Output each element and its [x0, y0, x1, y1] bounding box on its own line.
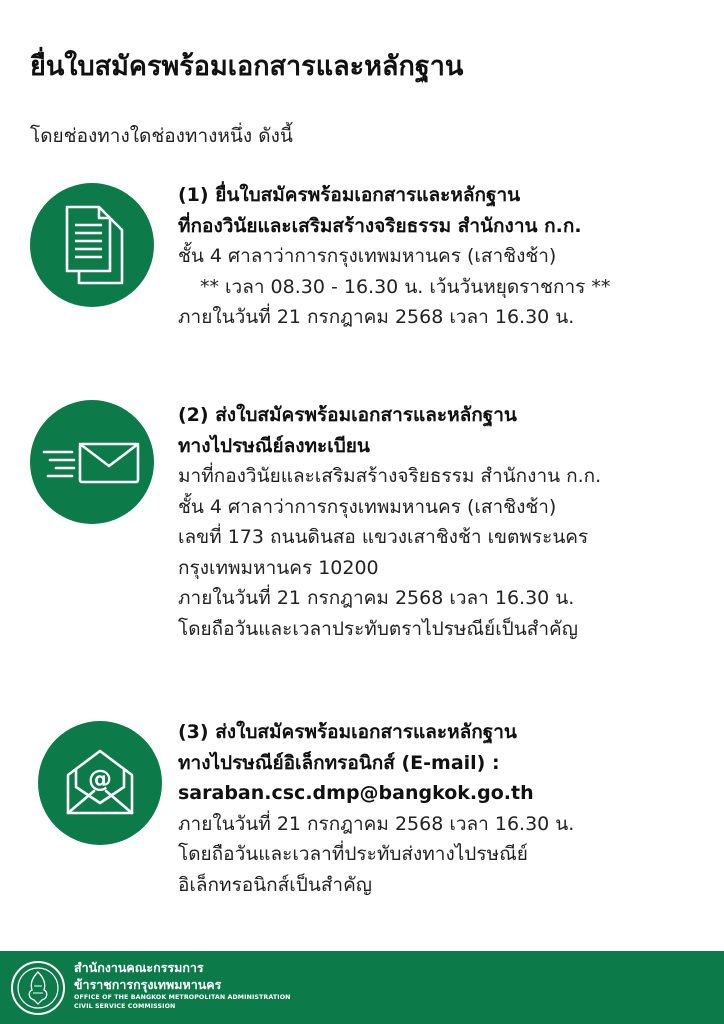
section-heading: ทางไปรษณีย์ลงทะเบียน — [178, 434, 370, 457]
section-heading: (1) ยื่นใบสมัครพร้อมเอกสารและหลักฐาน — [178, 184, 521, 206]
bma-seal-logo — [10, 960, 66, 1016]
footer-org-en-1: OFFICE OF THE BANGKOK METROPOLITAN ADMINISTRATION — [74, 994, 291, 1001]
section-line: โดยถือวันและเวลาประทับตราไปรษณีย์เป็นสำคัญ — [178, 617, 578, 640]
svg-text:@: @ — [88, 765, 112, 793]
section-postal-text — [178, 400, 718, 644]
email-address-link[interactable]: saraban.csc.dmp@bangkok.go.th — [178, 782, 534, 804]
section-line: เลขที่ 173 ถนนดินสอ แขวงเสาชิงช้า เขตพระนคร — [178, 526, 589, 548]
section-line: อิเล็กทรอนิกส์เป็นสำคัญ — [178, 873, 372, 896]
section-line: ชั้น 4 ศาลาว่าการกรุงเทพมหานคร (เสาชิงช้า) — [178, 245, 557, 267]
envelope-icon — [30, 400, 154, 524]
section-heading: (3) ส่งใบสมัครพร้อมเอกสารและหลักฐาน — [178, 721, 517, 743]
section-heading: (2) ส่งใบสมัครพร้อมเอกสารและหลักฐาน — [178, 404, 517, 426]
document-icon — [30, 183, 154, 307]
section-line: ภายในวันที่ 21 กรกฎาคม 2568 เวลา 16.30 น. — [178, 306, 575, 328]
section-line: กรุงเทพมหานคร 10200 — [178, 556, 379, 579]
footer-org-th-2: ข้าราชการกรุงเทพมหานคร — [74, 977, 222, 992]
page-title: ยื่นใบสมัครพร้อมเอกสารและหลักฐาน — [30, 51, 464, 82]
footer-org-th-1: สำนักงานคณะกรรมการ — [74, 960, 204, 975]
email-at-icon — [38, 721, 162, 845]
section-line: โดยถือวันและเวลาที่ประทับส่งทางไปรษณีย์ — [178, 843, 528, 865]
footer-org-name — [74, 959, 291, 1011]
footer-org-en-2: CIVIL SERVICE COMMISSION — [74, 1003, 176, 1010]
section-heading: ทางไปรษณีย์อิเล็กทรอนิกส์ (E-mail) : — [178, 751, 500, 774]
section-email-text — [178, 717, 718, 900]
section-line: ชั้น 4 ศาลาว่าการกรุงเทพมหานคร (เสาชิงช้า) — [178, 495, 557, 518]
section-walk-in-text — [178, 180, 718, 333]
section-line: ** เวลา 08.30 - 16.30 น. เว้นวันหยุดราชการ ** — [200, 275, 611, 298]
section-line: มาที่กองวินัยและเสริมสร้างจริยธรรม สำนักงาน ก.ก. — [178, 465, 602, 487]
page-subtitle: โดยช่องทางใดช่องทางหนึ่ง ดังนี้ — [30, 125, 293, 147]
section-line: ภายในวันที่ 21 กรกฎาคม 2568 เวลา 16.30 น. — [178, 587, 575, 609]
footer-bar — [0, 951, 724, 1024]
section-heading: ที่กองวินัยและเสริมสร้างจริยธรรม สำนักงาน ก.ก. — [178, 214, 582, 237]
section-line: ภายในวันที่ 21 กรกฎาคม 2568 เวลา 16.30 น. — [178, 812, 575, 835]
